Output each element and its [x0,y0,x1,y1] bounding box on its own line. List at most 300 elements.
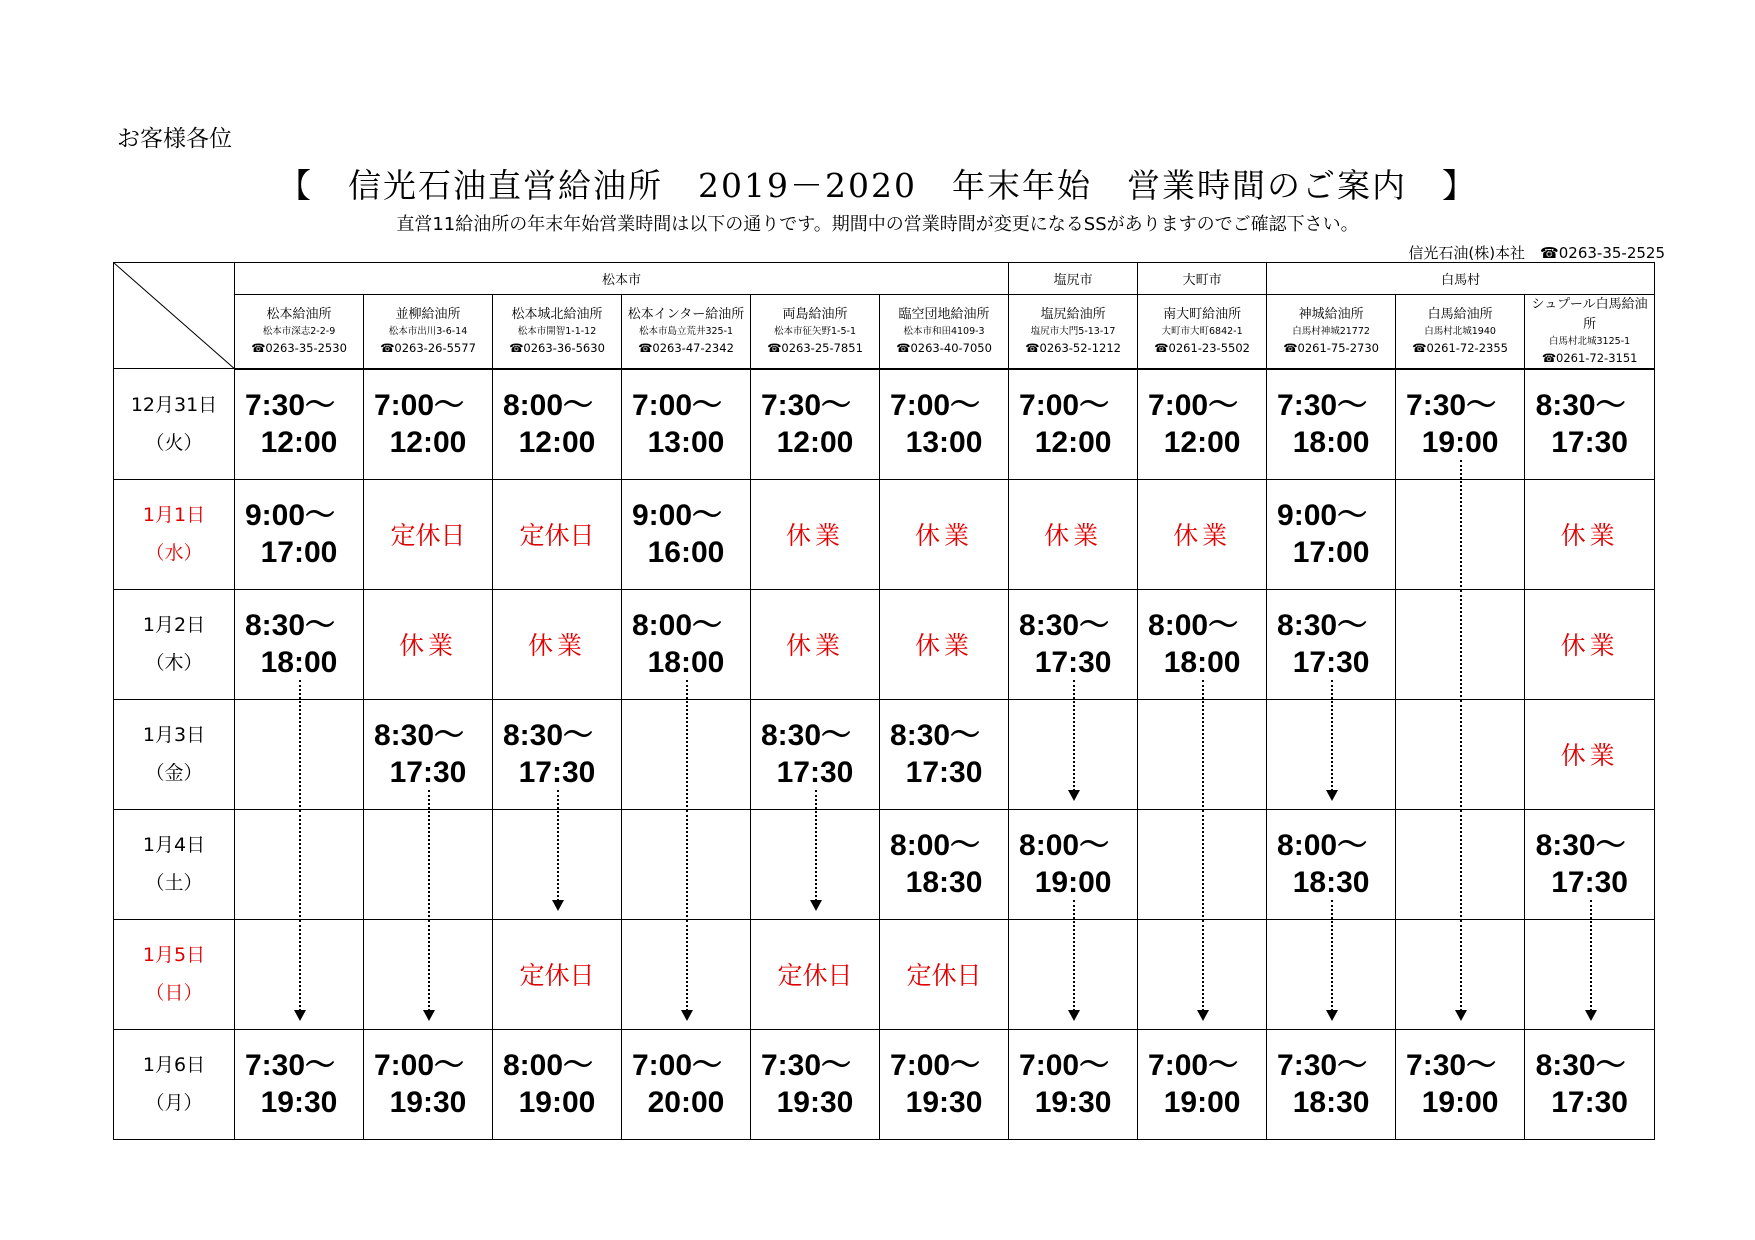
down-arrow-icon [1460,920,1462,1019]
closed-cell [880,589,1009,699]
closed-label: 休業 [915,521,974,551]
station-phone: ☎0263-52-1212 [1025,340,1121,355]
close-time: 18:30 [1292,866,1370,900]
hours-cell [880,809,1009,919]
subtitle: 直営11給油所の年末年始営業時間は以下の通りです。期間中の営業時間が変更になるSSがありますのでご確認下さい。 [396,214,1359,235]
station-name: 松本インター給油所 [627,307,745,323]
close-time: 18:00 [260,646,338,680]
hours-text [493,717,621,791]
open-time: 7:00～ [373,389,465,423]
station-header [622,295,751,369]
close-time: 19:00 [1421,1086,1499,1120]
hours-text [235,497,363,571]
open-time: 7:00～ [890,1049,981,1083]
continuation-cell [1009,699,1138,809]
close-time: 12:00 [260,426,338,460]
down-arrow-icon [1331,900,1333,1019]
continuation-cell [1009,919,1138,1029]
hours-cell [364,1029,493,1139]
date-label: 1月4日 [142,834,206,857]
hours-text [1009,607,1137,681]
continuation-cell [493,809,622,919]
date-cell [114,699,235,809]
date-label: 12月31日 [130,394,218,417]
close-time: 12:00 [1034,426,1112,460]
region-hakuba: 白馬村 [1267,263,1655,295]
continuation-cell [622,809,751,919]
regular-holiday-cell [880,919,1009,1029]
close-time: 19:00 [518,1086,596,1120]
station-header [880,295,1009,369]
date-label: 1月2日 [142,614,206,637]
close-time: 18:00 [1292,426,1370,460]
date-cell [114,589,235,699]
dotted-line-icon [428,790,430,921]
hours-text [880,1047,1008,1121]
hours-text [1396,387,1524,461]
station-address: 白馬村北城1940 [1424,326,1496,338]
station-name: 神城給油所 [1298,307,1364,323]
open-time: 7:30～ [760,389,852,423]
date-cell [114,369,235,480]
station-phone: ☎0263-36-5630 [509,340,605,355]
open-time: 7:00～ [1019,1049,1110,1083]
close-time: 17:30 [1551,1086,1628,1120]
hours-text [751,387,879,461]
hours-text [235,1047,363,1121]
down-arrow-icon [815,790,817,909]
continuation-cell [235,699,364,809]
down-arrow-icon [686,920,688,1019]
continuation-cell [1396,699,1525,809]
hours-text [1525,387,1654,461]
weekday-label: （水） [145,542,203,565]
close-time: 17:30 [1551,866,1628,900]
day-row [114,479,1655,589]
day-row [114,589,1655,699]
station-phone: ☎0263-25-7851 [767,340,863,355]
open-time: 7:30～ [244,1049,336,1083]
hours-cell [1396,1029,1525,1139]
station-header [1396,295,1525,369]
hours-text [364,1047,492,1121]
date-label: 1月5日 [142,944,206,967]
station-address: 松本市出川3-6-14 [388,326,468,338]
hours-text [364,717,492,791]
hours-text [235,387,363,461]
dotted-line-icon [299,810,301,921]
hours-text [1267,497,1395,571]
down-arrow-icon [428,920,430,1019]
weekday-label: （金） [145,762,203,785]
down-arrow-icon [1073,900,1075,1019]
continuation-cell [1138,809,1267,919]
station-header [751,295,880,369]
continuation-cell [1525,919,1655,1029]
close-time: 19:30 [776,1086,854,1120]
close-time: 18:30 [905,866,983,900]
station-header [1267,295,1396,369]
continuation-cell [1396,589,1525,699]
continuation-cell [1267,699,1396,809]
open-time: 8:30～ [1277,609,1368,643]
station-name: 臨空団地給油所 [898,307,990,323]
closed-cell [1525,589,1655,699]
hours-cell [622,1029,751,1139]
hours-text [1267,607,1395,681]
open-time: 8:00～ [631,609,723,643]
closed-label: 休業 [915,631,974,661]
continuation-cell [1396,809,1525,919]
hours-cell [1009,369,1138,480]
open-time: 8:30～ [373,719,465,753]
close-time: 20:00 [647,1086,725,1120]
continuation-cell [1267,919,1396,1029]
weekday-label: （日） [145,982,203,1005]
open-time: 8:00～ [890,829,981,863]
date-cell [114,479,235,589]
date-label: 1月6日 [142,1054,206,1077]
close-time: 18:00 [1163,646,1241,680]
date-label: 1月1日 [142,504,206,527]
open-time: 8:00～ [1019,829,1110,863]
open-time: 8:00～ [1148,609,1239,643]
dotted-line-icon [299,680,301,811]
regular-holiday-cell [493,479,622,589]
close-time: 19:30 [260,1086,338,1120]
open-time: 8:00～ [1277,829,1368,863]
station-phone: ☎0263-40-7050 [896,340,992,355]
hours-text [1138,607,1266,681]
closed-cell [493,589,622,699]
station-name: 松本給油所 [266,307,332,323]
hours-text [751,1047,879,1121]
down-arrow-icon [299,920,301,1019]
regular-holiday-label: 定休日 [390,521,466,551]
station-header [235,295,364,369]
open-time: 7:00～ [1148,1049,1239,1083]
dotted-line-icon [1460,590,1462,701]
close-time: 19:30 [905,1086,983,1120]
greeting: お客様各位 [117,126,232,152]
closed-cell [1525,479,1655,589]
closed-label: 休業 [398,631,457,661]
hours-text [1138,387,1266,461]
dotted-line-icon [1202,680,1204,811]
date-cell [114,919,235,1029]
close-time: 17:30 [1034,646,1112,680]
open-time: 7:00～ [373,1049,465,1083]
hours-cell [235,479,364,589]
open-time: 9:00～ [244,499,336,533]
hours-cell [1009,1029,1138,1139]
continuation-cell [364,809,493,919]
hours-text [493,1047,621,1121]
station-name: 並柳給油所 [395,307,461,323]
hours-text [880,387,1008,461]
page-title: 【 信光石油直営給油所 2019－2020 年末年始 営業時間のご案内 】 [278,166,1477,205]
hours-cell [235,1029,364,1139]
closed-cell [1525,699,1655,809]
station-header [1138,295,1267,369]
hours-cell [880,699,1009,809]
closed-cell [751,589,880,699]
regular-holiday-cell [493,919,622,1029]
close-time: 16:00 [647,536,725,570]
station-phone: ☎0263-47-2342 [638,340,734,355]
hours-text [364,387,492,461]
region-omachi: 大町市 [1138,263,1267,295]
dotted-line-icon [686,680,688,811]
station-header [364,295,493,369]
continuation-cell [364,919,493,1029]
hours-cell [1267,369,1396,480]
closed-cell [751,479,880,589]
closed-label: 休業 [1560,741,1619,771]
down-arrow-icon [557,790,559,909]
close-time: 17:30 [518,756,596,790]
open-time: 7:00～ [631,389,723,423]
station-name: 両島給油所 [782,307,848,323]
open-time: 8:00～ [502,389,594,423]
station-name: 南大町給油所 [1163,307,1242,323]
day-row [114,1029,1655,1139]
close-time: 17:00 [1292,536,1370,570]
down-arrow-icon [1590,900,1592,1019]
closed-label: 休業 [527,631,586,661]
open-time: 8:30～ [760,719,852,753]
closed-label: 休業 [1044,521,1103,551]
station-header [1525,295,1655,369]
open-time: 8:30～ [890,719,981,753]
regular-holiday-label: 定休日 [777,961,853,991]
hours-text [1009,1047,1137,1121]
open-time: 7:00～ [1019,389,1110,423]
hours-text [1267,387,1395,461]
hours-cell [493,369,622,480]
hours-cell [880,1029,1009,1139]
close-time: 12:00 [518,426,596,460]
close-time: 17:30 [776,756,854,790]
station-phone: ☎0263-35-2530 [251,340,347,355]
open-time: 8:30～ [502,719,594,753]
hours-cell [235,369,364,480]
hours-text [1267,827,1395,901]
hours-text [1138,1047,1266,1121]
dotted-line-icon [1460,700,1462,811]
dotted-line-icon [1460,460,1462,591]
open-time: 7:30～ [760,1049,852,1083]
closed-cell [1138,479,1267,589]
hours-cell [1267,479,1396,589]
open-time: 8:00～ [502,1049,594,1083]
station-header [1009,295,1138,369]
day-row [114,809,1655,919]
station-header-row [114,295,1655,369]
head-office-contact: 信光石油(株)本社 ☎0263-35-2525 [1408,244,1665,262]
open-time: 7:00～ [631,1049,723,1083]
regular-holiday-cell [751,919,880,1029]
closed-label: 休業 [785,521,844,551]
close-time: 13:00 [905,426,983,460]
hours-cell [1267,1029,1396,1139]
station-address: 白馬村神城21772 [1292,326,1370,338]
day-row [114,699,1655,809]
hours-cell [364,369,493,480]
close-time: 17:30 [905,756,983,790]
hours-cell [1525,1029,1655,1139]
open-time: 9:00～ [631,499,723,533]
close-time: 19:00 [1163,1086,1241,1120]
closed-label: 休業 [1173,521,1232,551]
continuation-cell [235,809,364,919]
date-label: 1月3日 [142,724,206,747]
continuation-cell [1138,699,1267,809]
regular-holiday-label: 定休日 [519,961,595,991]
close-time: 12:00 [776,426,854,460]
open-time: 7:30～ [1406,1049,1497,1083]
dotted-line-icon [1202,810,1204,921]
close-time: 12:00 [389,426,467,460]
continuation-cell [751,809,880,919]
close-time: 17:30 [389,756,467,790]
hours-text [493,387,621,461]
closed-label: 休業 [785,631,844,661]
continuation-cell [1138,919,1267,1029]
region-shiojiri: 塩尻市 [1009,263,1138,295]
corner-diagonal [114,263,234,368]
closed-label: 休業 [1560,631,1619,661]
hours-text [622,497,750,571]
open-time: 7:30～ [244,389,336,423]
open-time: 8:30～ [244,609,336,643]
region-matsumoto: 松本市 [235,263,1009,295]
closed-cell [880,479,1009,589]
dotted-line-icon [1460,810,1462,921]
weekday-label: （木） [145,652,203,675]
close-time: 19:30 [389,1086,467,1120]
station-name: シュプール白馬給油所 [1531,297,1648,333]
hours-text [235,607,363,681]
station-name: 松本城北給油所 [511,307,603,323]
continuation-cell [1396,479,1525,589]
station-phone: ☎0261-72-2355 [1412,340,1508,355]
hours-text [880,827,1008,901]
hours-text [1525,827,1654,901]
weekday-label: （火） [145,432,203,455]
station-address: 塩尻市大門5-13-17 [1030,326,1116,338]
hours-cell [493,1029,622,1139]
station-address: 大町市大町6842-1 [1161,326,1243,338]
station-address: 松本市深志2-2-9 [262,326,336,338]
station-phone: ☎0261-72-3151 [1541,351,1638,365]
regular-holiday-label: 定休日 [906,961,982,991]
station-address: 松本市和田4109-3 [903,326,985,338]
open-time: 7:00～ [1148,389,1239,423]
hours-cell [622,479,751,589]
open-time: 9:00～ [1277,499,1368,533]
hours-text [1009,827,1137,901]
hours-cell [880,369,1009,480]
hours-text [751,717,879,791]
closed-label: 休業 [1560,521,1619,551]
station-phone: ☎0263-26-5577 [380,340,476,355]
down-arrow-icon [1073,680,1075,799]
open-time: 7:30～ [1277,1049,1368,1083]
down-arrow-icon [1331,680,1333,799]
weekday-label: （土） [145,872,203,895]
regular-holiday-label: 定休日 [519,521,595,551]
continuation-cell [622,699,751,809]
open-time: 8:30～ [1535,389,1626,423]
hours-cell [751,1029,880,1139]
close-time: 17:30 [1551,426,1628,460]
hours-cell [1138,369,1267,480]
hours-text [622,387,750,461]
continuation-cell [1396,919,1525,1029]
hours-text [1525,1047,1654,1121]
date-cell [114,1029,235,1139]
corner-cell [114,263,235,369]
hours-text [1396,1047,1524,1121]
closed-cell [364,589,493,699]
weekday-label: （月） [145,1092,203,1115]
continuation-cell [622,919,751,1029]
hours-text [1267,1047,1395,1121]
down-arrow-icon [1202,920,1204,1019]
hours-text [622,607,750,681]
open-time: 8:30～ [1535,1049,1626,1083]
close-time: 19:00 [1421,426,1499,460]
station-address: 松本市島立荒井325-1 [638,326,734,338]
regular-holiday-cell [364,479,493,589]
hours-cell [1138,1029,1267,1139]
hours-text [622,1047,750,1121]
station-phone: ☎0261-23-5502 [1154,340,1250,355]
station-address: 松本市開智1-1-12 [517,326,597,338]
schedule-table [113,262,1655,1140]
open-time: 8:30～ [1019,609,1110,643]
open-time: 8:30～ [1535,829,1626,863]
hours-cell [622,369,751,480]
close-time: 17:00 [260,536,338,570]
open-time: 7:30～ [1406,389,1497,423]
hours-text [880,717,1008,791]
dotted-line-icon [686,810,688,921]
date-cell [114,809,235,919]
day-row [114,369,1655,480]
region-header-row [114,263,1655,295]
station-header [493,295,622,369]
station-name: 塩尻給油所 [1040,307,1106,323]
close-time: 17:30 [1292,646,1370,680]
close-time: 12:00 [1163,426,1241,460]
day-row [114,919,1655,1029]
hours-cell [1525,369,1655,480]
hours-text [1009,387,1137,461]
open-time: 7:30～ [1277,389,1368,423]
closed-cell [1009,479,1138,589]
close-time: 18:30 [1292,1086,1370,1120]
close-time: 13:00 [647,426,725,460]
close-time: 18:00 [647,646,725,680]
hours-cell [751,369,880,480]
open-time: 7:00～ [890,389,981,423]
close-time: 19:00 [1034,866,1112,900]
station-address: 松本市征矢野1-5-1 [774,326,856,338]
close-time: 19:30 [1034,1086,1112,1120]
continuation-cell [235,919,364,1029]
